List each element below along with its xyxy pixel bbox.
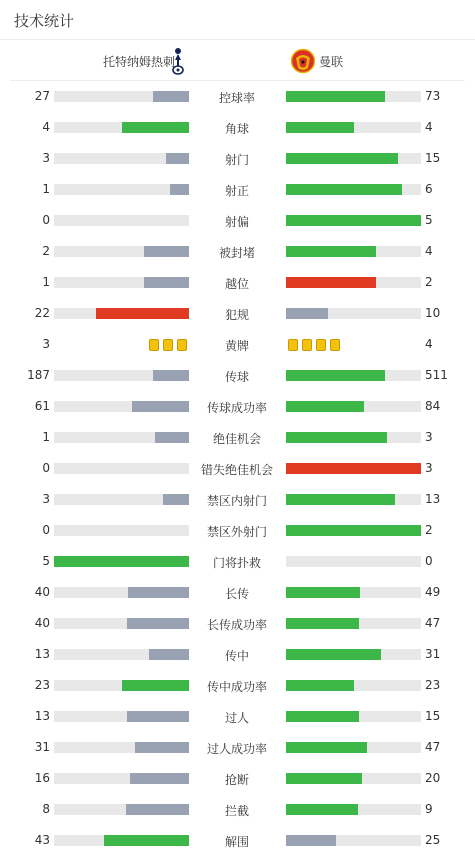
home-stat-value: 2 — [42, 244, 50, 258]
home-stat-bar-track — [54, 804, 189, 815]
stat-label: 射偏 — [224, 215, 249, 229]
home-stat-value: 40 — [34, 616, 50, 630]
home-stat-bar-fill — [122, 680, 190, 691]
yellow-card-icon — [177, 339, 187, 351]
home-yellow-cards — [147, 336, 189, 350]
home-stat-value: 0 — [42, 523, 50, 537]
stat-label: 过人 — [224, 711, 249, 725]
away-stat-bar-fill — [286, 432, 387, 443]
stat-row — [0, 732, 475, 763]
stat-row — [0, 391, 475, 422]
away-yellow-cards — [286, 336, 342, 350]
stat-label: 控球率 — [218, 91, 255, 105]
away-stat-value: 9 — [425, 802, 433, 816]
away-stat-bar-fill — [286, 587, 360, 598]
away-stat-bar-fill — [286, 184, 402, 195]
away-stat-bar-fill — [286, 401, 364, 412]
home-stat-value: 23 — [34, 678, 50, 692]
home-stat-bar-track — [54, 587, 189, 598]
away-stat-bar-track — [286, 184, 421, 195]
home-stat-value: 27 — [34, 89, 50, 103]
home-stat-bar-fill — [166, 153, 189, 164]
away-stat-bar-fill — [286, 835, 336, 846]
away-stat-value: 23 — [425, 678, 441, 692]
yellow-card-icon — [330, 339, 340, 351]
page-title: 技术统计 — [14, 12, 75, 30]
away-stat-bar-track — [286, 773, 421, 784]
home-stat-bar-track — [54, 277, 189, 288]
tottenham-crest-icon — [170, 47, 186, 75]
home-stat-value: 13 — [34, 647, 50, 661]
away-stat-value: 31 — [425, 647, 441, 661]
manchester-united-crest-icon — [291, 48, 315, 74]
home-stat-value: 3 — [42, 151, 50, 165]
home-stat-bar-fill — [135, 742, 189, 753]
away-stat-bar-track — [286, 649, 421, 660]
away-stat-bar-track — [286, 711, 421, 722]
stat-row — [0, 112, 475, 143]
home-stat-bar-track — [54, 742, 189, 753]
stat-row — [0, 298, 475, 329]
stat-row — [0, 825, 475, 856]
away-stat-value: 6 — [425, 182, 433, 196]
home-stat-bar-track — [54, 153, 189, 164]
home-stat-bar-track — [54, 122, 189, 133]
home-team-name: 托特纳姆热刺 — [102, 55, 175, 69]
away-stat-bar-track — [286, 463, 421, 474]
away-stat-bar-track — [286, 835, 421, 846]
home-stat-bar-fill — [170, 184, 189, 195]
home-stat-bar-fill — [132, 401, 189, 412]
stat-row — [0, 608, 475, 639]
away-stat-value: 20 — [425, 771, 441, 785]
home-stat-bar-track — [54, 556, 189, 567]
away-stat-bar-fill — [286, 618, 359, 629]
stat-label: 禁区外射门 — [206, 525, 267, 539]
home-stat-value: 16 — [34, 771, 50, 785]
stat-row — [0, 81, 475, 112]
stat-row — [0, 143, 475, 174]
stat-row — [0, 174, 475, 205]
stat-label: 门将扑救 — [212, 556, 261, 570]
stat-label: 解围 — [224, 835, 249, 849]
stat-label: 过人成功率 — [206, 742, 267, 756]
stat-row — [0, 670, 475, 701]
away-stat-value: 73 — [425, 89, 441, 103]
home-stat-bar-track — [54, 432, 189, 443]
away-stat-value: 4 — [425, 337, 433, 351]
away-stat-bar-fill — [286, 91, 385, 102]
away-stat-value: 15 — [425, 151, 441, 165]
home-stat-bar-track — [54, 680, 189, 691]
home-stat-bar-fill — [149, 649, 190, 660]
away-stat-value: 3 — [425, 430, 433, 444]
away-stat-bar-track — [286, 432, 421, 443]
away-stat-value: 3 — [425, 461, 433, 475]
away-stat-bar-fill — [286, 308, 328, 319]
away-stat-value: 47 — [425, 740, 441, 754]
away-team-name: 曼联 — [319, 55, 344, 69]
home-stat-bar-track — [54, 215, 189, 226]
away-stat-bar-fill — [286, 804, 358, 815]
away-stat-bar-track — [286, 215, 421, 226]
stat-label: 射正 — [224, 184, 249, 198]
away-stat-value: 13 — [425, 492, 441, 506]
stats-list — [0, 81, 475, 856]
away-stat-value: 47 — [425, 616, 441, 630]
home-stat-bar-track — [54, 494, 189, 505]
stat-row — [0, 701, 475, 732]
home-stat-value: 31 — [34, 740, 50, 754]
away-stat-value: 4 — [425, 244, 433, 258]
stat-label: 越位 — [224, 277, 249, 291]
home-stat-value: 4 — [42, 120, 50, 134]
away-stat-value: 10 — [425, 306, 441, 320]
stat-row — [0, 577, 475, 608]
yellow-card-icon — [149, 339, 159, 351]
stat-row — [0, 639, 475, 670]
home-stat-value: 187 — [27, 368, 50, 382]
yellow-card-icon — [163, 339, 173, 351]
stat-row — [0, 763, 475, 794]
stat-row — [0, 453, 475, 484]
away-stat-bar-track — [286, 804, 421, 815]
away-stat-bar-fill — [286, 463, 421, 474]
away-stat-bar-track — [286, 680, 421, 691]
yellow-card-icon — [316, 339, 326, 351]
away-stat-bar-track — [286, 246, 421, 257]
home-stat-bar-track — [54, 184, 189, 195]
home-stat-bar-fill — [127, 618, 189, 629]
home-stat-value: 1 — [42, 430, 50, 444]
stat-label: 射门 — [224, 153, 249, 167]
home-stat-bar-track — [54, 711, 189, 722]
away-stat-bar-track — [286, 494, 421, 505]
away-stat-bar-fill — [286, 370, 385, 381]
stat-row — [0, 515, 475, 546]
stat-row — [0, 329, 475, 360]
home-stat-bar-fill — [163, 494, 189, 505]
home-stat-bar-fill — [128, 587, 189, 598]
home-stat-bar-fill — [104, 835, 189, 846]
home-stat-bar-fill — [96, 308, 189, 319]
away-stat-bar-fill — [286, 680, 354, 691]
away-stat-value: 49 — [425, 585, 441, 599]
teams-header — [10, 41, 465, 81]
home-stat-value: 0 — [42, 461, 50, 475]
home-stat-bar-fill — [153, 91, 189, 102]
home-stat-value: 1 — [42, 182, 50, 196]
stat-label: 错失绝佳机会 — [200, 463, 273, 477]
away-stat-bar-track — [286, 277, 421, 288]
away-stat-bar-fill — [286, 494, 395, 505]
home-stat-value: 1 — [42, 275, 50, 289]
away-stat-value: 2 — [425, 275, 433, 289]
away-stat-value: 84 — [425, 399, 441, 413]
away-stat-bar-track — [286, 370, 421, 381]
away-stat-bar-fill — [286, 525, 421, 536]
away-stat-value: 15 — [425, 709, 441, 723]
stat-row — [0, 794, 475, 825]
home-stat-value: 13 — [34, 709, 50, 723]
header-bar — [0, 0, 475, 40]
home-stat-value: 8 — [42, 802, 50, 816]
home-stat-bar-track — [54, 773, 189, 784]
away-stat-value: 511 — [425, 368, 448, 382]
stat-label: 传中 — [224, 649, 249, 663]
home-stat-bar-track — [54, 649, 189, 660]
stat-row — [0, 422, 475, 453]
home-stat-value: 61 — [34, 399, 50, 413]
home-stat-value: 0 — [42, 213, 50, 227]
away-stat-bar-track — [286, 308, 421, 319]
home-stat-bar-fill — [127, 711, 189, 722]
stat-row — [0, 267, 475, 298]
home-stat-bar-fill — [126, 804, 189, 815]
stat-label: 黄牌 — [224, 339, 249, 353]
away-stat-bar-track — [286, 587, 421, 598]
home-stat-bar-track — [54, 525, 189, 536]
stat-row — [0, 360, 475, 391]
home-stat-bar-track — [54, 308, 189, 319]
home-stat-bar-track — [54, 370, 189, 381]
stat-row — [0, 236, 475, 267]
home-stat-value: 43 — [34, 833, 50, 847]
away-stat-bar-fill — [286, 215, 421, 226]
stat-label: 长传 — [224, 587, 249, 601]
stat-row — [0, 546, 475, 577]
away-stat-value: 4 — [425, 120, 433, 134]
away-stat-bar-track — [286, 122, 421, 133]
away-stat-bar-fill — [286, 711, 359, 722]
stat-label: 拦截 — [224, 804, 249, 818]
home-stat-bar-track — [54, 91, 189, 102]
away-stat-bar-fill — [286, 122, 354, 133]
stat-label: 传球 — [224, 370, 249, 384]
stat-row — [0, 205, 475, 236]
stat-label: 犯规 — [224, 308, 249, 322]
stat-label: 长传成功率 — [206, 618, 267, 632]
away-stat-bar-fill — [286, 277, 376, 288]
home-stat-bar-fill — [155, 432, 189, 443]
home-stat-bar-track — [54, 463, 189, 474]
away-stat-bar-track — [286, 556, 421, 567]
home-stat-bar-fill — [122, 122, 190, 133]
home-stat-value: 3 — [42, 337, 50, 351]
away-stat-bar-track — [286, 525, 421, 536]
away-stat-bar-fill — [286, 649, 381, 660]
away-stat-value: 5 — [425, 213, 433, 227]
home-stat-bar-fill — [153, 370, 189, 381]
home-stat-bar-track — [54, 835, 189, 846]
stat-label: 禁区内射门 — [206, 494, 267, 508]
away-stat-bar-fill — [286, 153, 398, 164]
away-stat-value: 2 — [425, 523, 433, 537]
home-stat-value: 5 — [42, 554, 50, 568]
home-stat-bar-fill — [54, 556, 189, 567]
home-stat-bar-track — [54, 618, 189, 629]
away-stat-value: 0 — [425, 554, 433, 568]
stat-label: 绝佳机会 — [212, 432, 261, 446]
away-stat-bar-track — [286, 153, 421, 164]
stat-label: 传球成功率 — [206, 401, 267, 415]
away-stat-bar-track — [286, 401, 421, 412]
away-stat-bar-fill — [286, 246, 376, 257]
away-stat-bar-track — [286, 742, 421, 753]
away-stat-bar-track — [286, 91, 421, 102]
stat-row — [0, 484, 475, 515]
home-stat-value: 40 — [34, 585, 50, 599]
stat-label: 抢断 — [224, 773, 249, 787]
home-stat-bar-track — [54, 246, 189, 257]
yellow-card-icon — [302, 339, 312, 351]
home-stat-bar-fill — [130, 773, 189, 784]
home-stat-bar-track — [54, 401, 189, 412]
home-stat-value: 3 — [42, 492, 50, 506]
yellow-card-icon — [288, 339, 298, 351]
away-stat-bar-fill — [286, 742, 367, 753]
home-stat-value: 22 — [34, 306, 50, 320]
away-stat-bar-fill — [286, 773, 362, 784]
home-stat-bar-fill — [144, 277, 189, 288]
away-stat-value: 25 — [425, 833, 441, 847]
stat-label: 角球 — [224, 122, 249, 136]
home-stat-bar-fill — [144, 246, 189, 257]
stat-label: 传中成功率 — [206, 680, 267, 694]
away-stat-bar-track — [286, 618, 421, 629]
stat-label: 被封堵 — [218, 246, 255, 260]
